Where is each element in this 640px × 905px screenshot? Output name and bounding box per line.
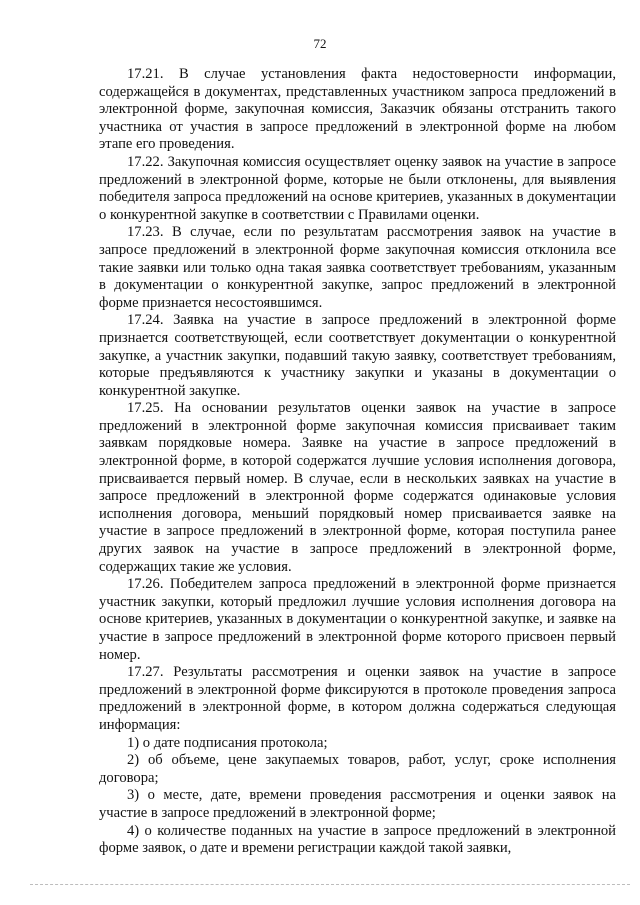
list-item-2: 2) об объеме, цене закупаемых товаров, работ, услуг, сроке исполнения договора; [99,752,616,786]
paragraph-17-25: 17.25. На основании результатов оценки заявок на участие в запросе предложений в электронной форме закупочная комиссия присваивает таким заявкам порядковые номера. Заявке на участие в запросе предложений в электронной форме, в которой содержатся лучшие условия исполнения договора, присваивается первый номер. В случае, если в нескольких заявках на участие в запросе предложений в электронной форме содержатся одинаковые условия исполнения договора, меньший порядковый номер присваивается заявке на участие в запросе предложений в электронной форме, которая поступила ранее других заявок на участие в запросе предложений в электронной форме, содержащих такие же условия. [99,400,616,575]
list-item-4: 4) о количестве поданных на участие в запросе предложений в электронной форме заявок, о дате и времени регистрации каждой такой заявки, [99,822,616,857]
paragraph-17-23: 17.23. В случае, если по результатам рассмотрения заявок на участие в запросе предложений в электронной форме закупочная комиссия отклонила все такие заявки или только одна такая заявка соответствует требованиям, указанным в документации о конкурентной закупке, запрос предложений в электронной форме признается несостоявшимся. [99,224,616,311]
document-body [99,66,616,858]
paragraph-17-21: 17.21. В случае установления факта недостоверности информации, содержащейся в документах, представленных участником запроса предложений в электронной форме, закупочная комиссия, Заказчик обязаны отстранить такого участника от участия в запросе предложений в электронной форме на любом этапе его проведения. [99,66,616,153]
paragraph-17-27: 17.27. Результаты рассмотрения и оценки заявок на участие в запросе предложений в электронной форме фиксируются в протоколе проведения запроса предложений в электронной форме, в котором должна содержаться следующая информация: [99,664,616,733]
paragraph-17-22: 17.22. Закупочная комиссия осуществляет оценку заявок на участие в запросе предложений в электронной форме, которые не были отклонены, для выявления победителя запроса предложений на основе критериев, указанных в документации о конкурентной закупке в соответствии с Правилами оценки. [99,153,616,223]
list-item-3: 3) о месте, дате, времени проведения рассмотрения и оценки заявок на участие в запросе предложений в электронной форме; [99,787,616,821]
list-item-1: 1) о дате подписания протокола; [127,734,328,751]
paragraph-17-26: 17.26. Победителем запроса предложений в электронной форме признается участник закупки, который предложил лучшие условия исполнения договора на основе критериев, указанных в документации о конкурентной закупке, и заявке на участие в запросе предложений в электронной форме которого присвоен первый номер. [99,576,616,663]
footer-divider [30,884,630,885]
paragraph-17-24: 17.24. Заявка на участие в запросе предложений в электронной форме признается соответствующей, если соответствует документации о конкурентной закупке, а участник закупки, подавший такую заявку, соответствует требованиям, которые предъявляются к участнику закупки и указаны в документации о конкурентной закупке. [99,312,616,399]
page-number: 72 [313,36,327,51]
